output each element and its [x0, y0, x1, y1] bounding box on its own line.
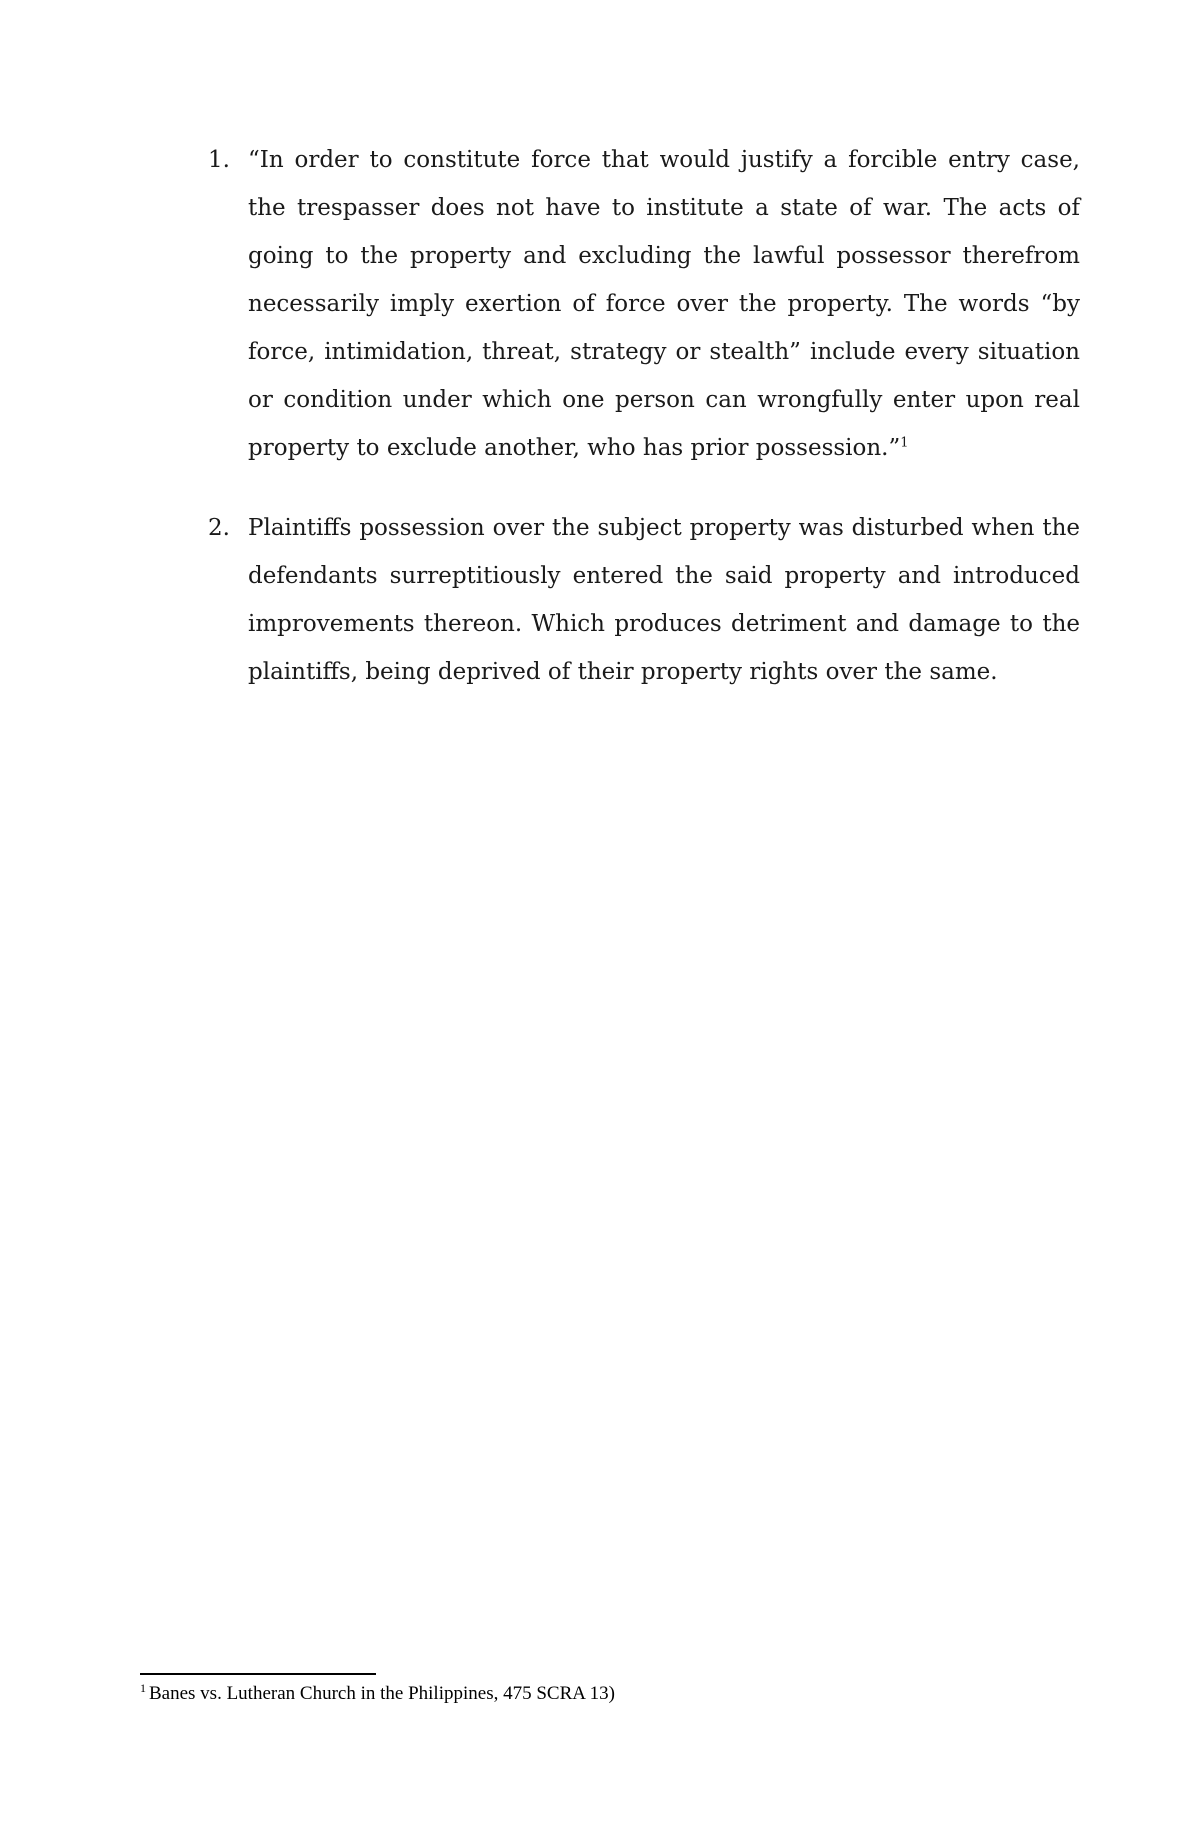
quote-text: “In order to constitute force that would justify a forcible entry case, the trespasser does not have to institute a state of war. The acts of going to the property and excluding the lawful possessor therefrom necessarily imply exertion of force over the property. The words “by force, intimidation, threat, strategy or stealth” include every situation or condition under which one person can wrongfully enter upon real property to exclude another, who has prior possession.”	[248, 147, 1080, 461]
numbered-list	[208, 136, 1080, 696]
list-item-number: 2.	[208, 515, 230, 541]
list-item-number: 1.	[208, 147, 230, 173]
footnote-text: Banes vs. Lutheran Church in the Philippines, 475 SCRA 13)	[149, 1683, 616, 1704]
list-item	[208, 504, 1080, 696]
footnote-separator	[140, 1673, 376, 1675]
list-item-text	[248, 136, 1080, 472]
footnote-reference: 1	[900, 435, 909, 451]
footnote	[140, 1682, 615, 1706]
list-item-text: Plaintiffs possession over the subject property was disturbed when the defendants surreptitiously entered the said property and introduced improvements thereon. Which produces detriment and damage to the plaintiffs, being deprived of their property rights over the same.	[248, 515, 1080, 685]
footnote-mark: 1	[140, 1680, 146, 1695]
list-item	[208, 136, 1080, 472]
